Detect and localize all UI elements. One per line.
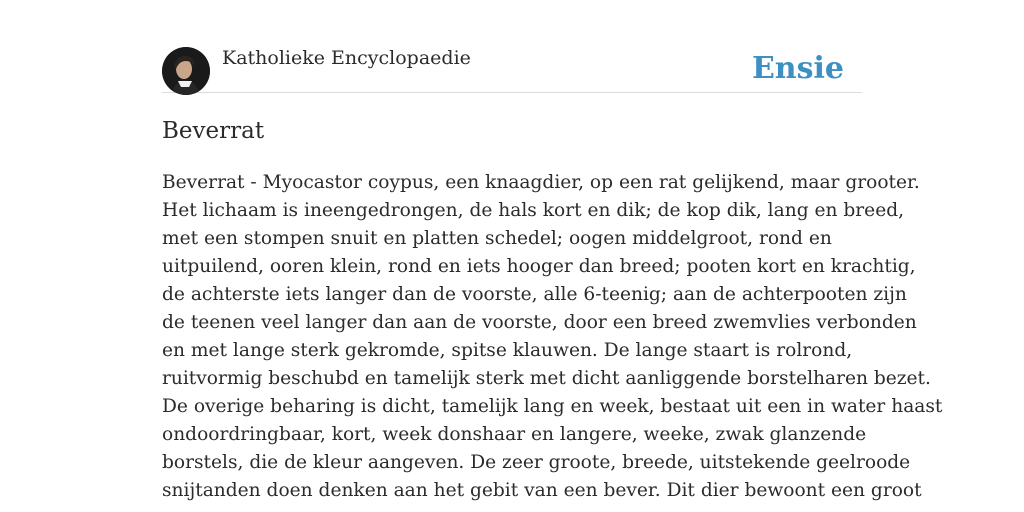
article-line: ruitvormig beschubd en tamelijk sterk met dicht aanliggende borstelharen bezet. — [162, 368, 931, 389]
article-line: de achterste iets langer dan de voorste, alle 6-teenig; aan de achterpooten zijn — [162, 284, 907, 305]
article-line: borstels, die de kleur aangeven. De zeer groote, breede, uitstekende geelroode — [162, 452, 911, 473]
article-line: snijtanden doen denken aan het gebit van een bever. Dit dier bewoont een groot — [162, 480, 922, 501]
article-line: De overige beharing is dicht, tamelijk lang en week, bestaat uit een in water haast — [162, 396, 943, 417]
article-line: uitpuilend, ooren klein, rond en iets hooger dan breed; pooten kort en krachtig, — [162, 256, 916, 277]
article-line: met een stompen snuit en platten schedel; oogen middelgroot, rond en — [162, 228, 832, 249]
article-line: Het lichaam is ineengedrongen, de hals kort en dik; de kop dik, lang en breed, — [162, 200, 905, 221]
article-line: de teenen veel langer dan aan de voorste, door een breed zwemvlies verbonden — [162, 312, 917, 333]
article-line: Beverrat - Myocastor coypus, een knaagdier, op een rat gelijkend, maar grooter. — [162, 172, 920, 193]
article-body — [162, 169, 943, 505]
article-title: Beverrat — [162, 118, 265, 144]
portrait-avatar-icon[interactable] — [162, 47, 210, 95]
article-line: ondoordringbaar, kort, week donshaar en langere, weeke, zwak glanzende — [162, 424, 867, 445]
ensie-logo-link[interactable]: Ensie — [751, 51, 844, 86]
site-name-link[interactable]: Katholieke Encyclopaedie — [222, 47, 471, 69]
article-line: en met lange sterk gekromde, spitse klauwen. De lange staart is rolrond, — [162, 340, 853, 361]
site-header — [162, 46, 862, 93]
